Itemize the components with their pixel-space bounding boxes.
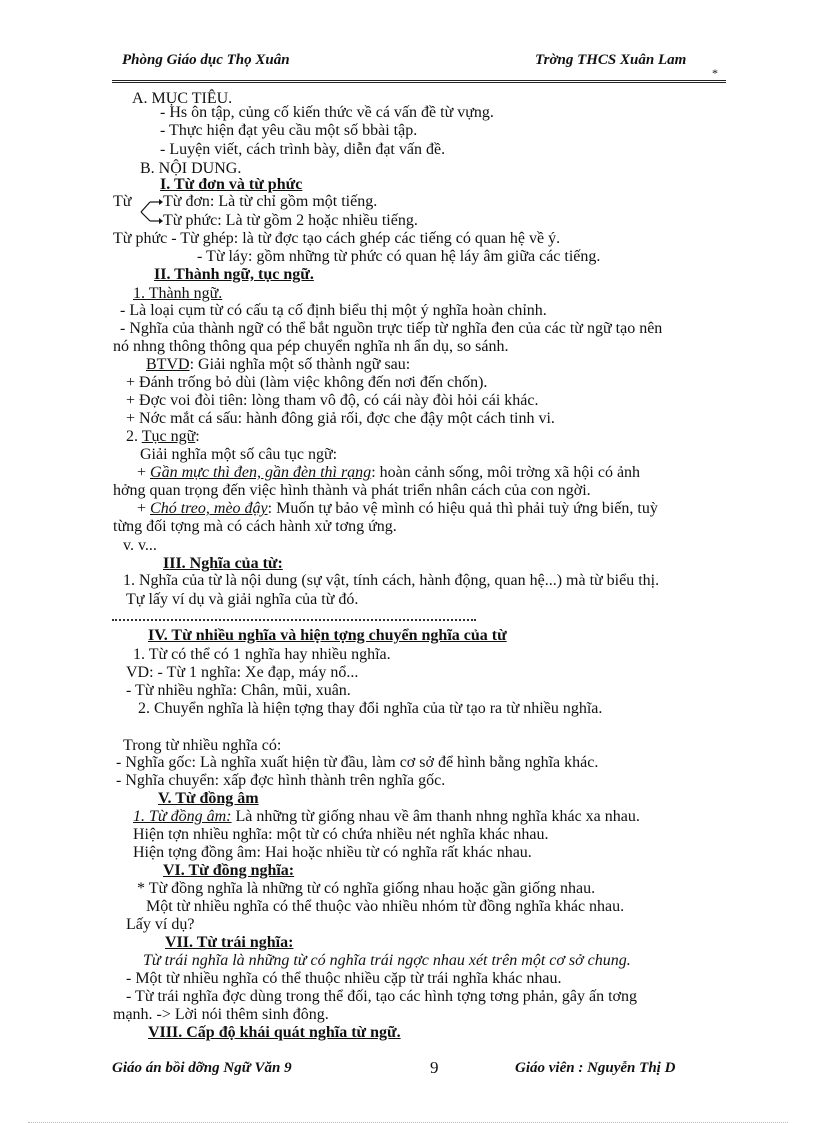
header-right: Trờng THCS Xuân Lam xyxy=(535,52,687,68)
subheading: 2. Tục ngữ: xyxy=(126,428,200,445)
dotted-separator xyxy=(112,619,476,621)
text-line: + Đợc voi đòi tiên: lòng tham vô độ, có cái này đòi hỏi cái khác. xyxy=(126,392,539,409)
text-line: Trong từ nhiều nghĩa có: xyxy=(123,737,282,754)
page-number: 9 xyxy=(430,1058,439,1077)
text-line: Từ trái nghĩa là những từ có nghĩa trái ngợc nhau xét trên một cơ sở chung. xyxy=(143,952,631,969)
text-line: Hiện tợng đồng âm: Hai hoặc nhiều từ có nghĩa rất khác nhau. xyxy=(133,844,532,861)
text-line: Giải nghĩa một số câu tục ngữ: xyxy=(140,446,338,463)
text-line: từng đối tợng mà có cách hành xử tơng ứng. xyxy=(113,518,397,535)
text-line: 1. Từ có thể có 1 nghĩa hay nhiều nghĩa. xyxy=(133,646,391,663)
text-line: + Đánh trống bỏ dùi (làm việc không đến nơi đến chốn). xyxy=(126,374,488,391)
text-line: 1. Từ đồng âm: Là những từ giống nhau về âm thanh nhng nghĩa khác xa nhau. xyxy=(133,808,640,825)
text-line: - Thực hiện đạt yêu cầu một số bbài tập. xyxy=(160,122,418,139)
section-b-heading: B. NỘI DUNG. xyxy=(140,160,242,177)
text-line: + Chó treo, mèo đậy: Muốn tự bảo vệ mình có hiệu quả thì phải tuỳ ứng biến, tuỳ xyxy=(137,500,658,517)
text-line: - Từ láy: gồm những từ phức có quan hệ láy âm giữa các tiếng. xyxy=(197,248,601,265)
heading-ii: II. Thành ngữ, tục ngữ. xyxy=(154,266,314,283)
heading-vi: VI. Từ đồng nghĩa: xyxy=(163,862,295,879)
header-rule xyxy=(112,80,726,81)
heading-v: V. Từ đồng âm xyxy=(158,790,259,807)
header-rule-2 xyxy=(112,82,726,83)
text-line: - Nghĩa gốc: Là nghĩa xuất hiện từ đầu, làm cơ sở để hình bằng nghĩa khác. xyxy=(116,754,599,771)
text-line: hởng quan trọng đến việc hình thành và phát triển nhân cách của con ngời. xyxy=(113,482,591,499)
heading-iv: IV. Từ nhiều nghĩa và hiện tợng chuyển nghĩa của từ xyxy=(148,627,507,644)
footer-right: Giáo viên : Nguyễn Thị D xyxy=(515,1060,676,1076)
text-line: + Nớc mắt cá sấu: hành đông giả rối, đợc che đậy một cách tinh vi. xyxy=(126,410,555,427)
text-line: Từ phức - Từ ghép: là từ đợc tạo cách ghép các tiếng có quan hệ về ý. xyxy=(113,230,561,247)
section-a-heading: A. MỤC TIÊU. xyxy=(132,90,233,107)
text-line: Hiện tợn nhiều nghĩa: một từ có chứa nhiều nét nghĩa khác nhau. xyxy=(133,826,549,843)
text-line: * Từ đồng nghĩa là những từ có nghĩa giống nhau hoặc gần giống nhau. xyxy=(137,880,596,897)
text-line: Một từ nhiều nghĩa có thể thuộc vào nhiều nhóm từ đồng nghĩa khác nhau. xyxy=(146,898,625,915)
header-left: Phòng Giáo dục Thọ Xuân xyxy=(122,52,290,68)
text-line: BTVD: Giải nghĩa một số thành ngữ sau: xyxy=(146,356,411,373)
heading-viii: VIII. Cấp độ khái quát nghĩa từ ngữ. xyxy=(148,1024,401,1041)
text-line: v. v... xyxy=(123,537,157,554)
text-line: mạnh. -> Lời nói thêm sinh đông. xyxy=(113,1006,329,1023)
text-line: Lấy ví dụ? xyxy=(126,916,195,933)
text-line: - Nghĩa của thành ngữ có thể bắt nguồn trực tiếp từ nghĩa đen của các từ ngữ tạo nên xyxy=(120,320,663,337)
header-mark: * xyxy=(712,66,718,80)
text-line: + Gần mực thì đen, gần đèn thì rạng: hoàn cảnh sống, môi trờng xã hội có ảnh xyxy=(137,464,641,481)
text-line: VD: - Từ 1 nghĩa: Xe đạp, máy nổ... xyxy=(126,664,359,681)
text-line: 2. Chuyển nghĩa là hiện tợng thay đổi nghĩa của từ tạo ra từ nhiều nghĩa. xyxy=(138,700,603,717)
branch-arrow-icon xyxy=(139,198,163,226)
text-line: - Nghĩa chuyển: xấp đợc hình thành trên nghĩa gốc. xyxy=(116,772,446,789)
text-line: - Hs ôn tập, củng cố kiến thức về cá vấn đề từ vựng. xyxy=(160,104,494,121)
text-line: - Từ nhiều nghĩa: Chân, mũi, xuân. xyxy=(126,682,351,699)
text-line: - Là loại cụm từ có cấu tạ cố định biểu thị một ý nghĩa hoàn chỉnh. xyxy=(120,302,547,319)
text-line: - Luyện viết, cách trình bày, diễn đạt vấn đề. xyxy=(160,141,446,158)
heading-vii: VII. Từ trái nghĩa: xyxy=(165,934,294,951)
text-line: nó nhng thông thông qua pép chuyển nghĩa nh ẩn dụ, so sánh. xyxy=(113,338,509,355)
text-line: Từ phức: Là từ gồm 2 hoặc nhiều tiếng. xyxy=(163,212,418,229)
text-line: - Một từ nhiều nghĩa có thể thuộc nhiều cặp từ trái nghĩa khác nhau. xyxy=(126,970,562,987)
subheading: 1. Thành ngữ. xyxy=(133,285,223,302)
footer-left: Giáo án bồi dỡng Ngữ Văn 9 xyxy=(112,1060,292,1076)
text-line: Tự lấy ví dụ và giải nghĩa của từ đó. xyxy=(126,591,359,608)
heading-i: I. Từ đơn và từ phức xyxy=(160,176,303,193)
heading-iii: III. Nghĩa của từ: xyxy=(163,555,283,572)
text-line: - Từ trái nghĩa đợc dùng trong thể đối, tạo các hình tợng tơng phản, gây ấn tơng xyxy=(126,988,637,1005)
text-line: Từ đơn: Là từ chỉ gồm một tiếng. xyxy=(163,193,378,210)
text-line: Từ xyxy=(113,193,132,210)
text-line: 1. Nghĩa của từ là nội dung (sự vật, tính cách, hành động, quan hệ...) mà từ biểu thị. xyxy=(123,572,660,589)
